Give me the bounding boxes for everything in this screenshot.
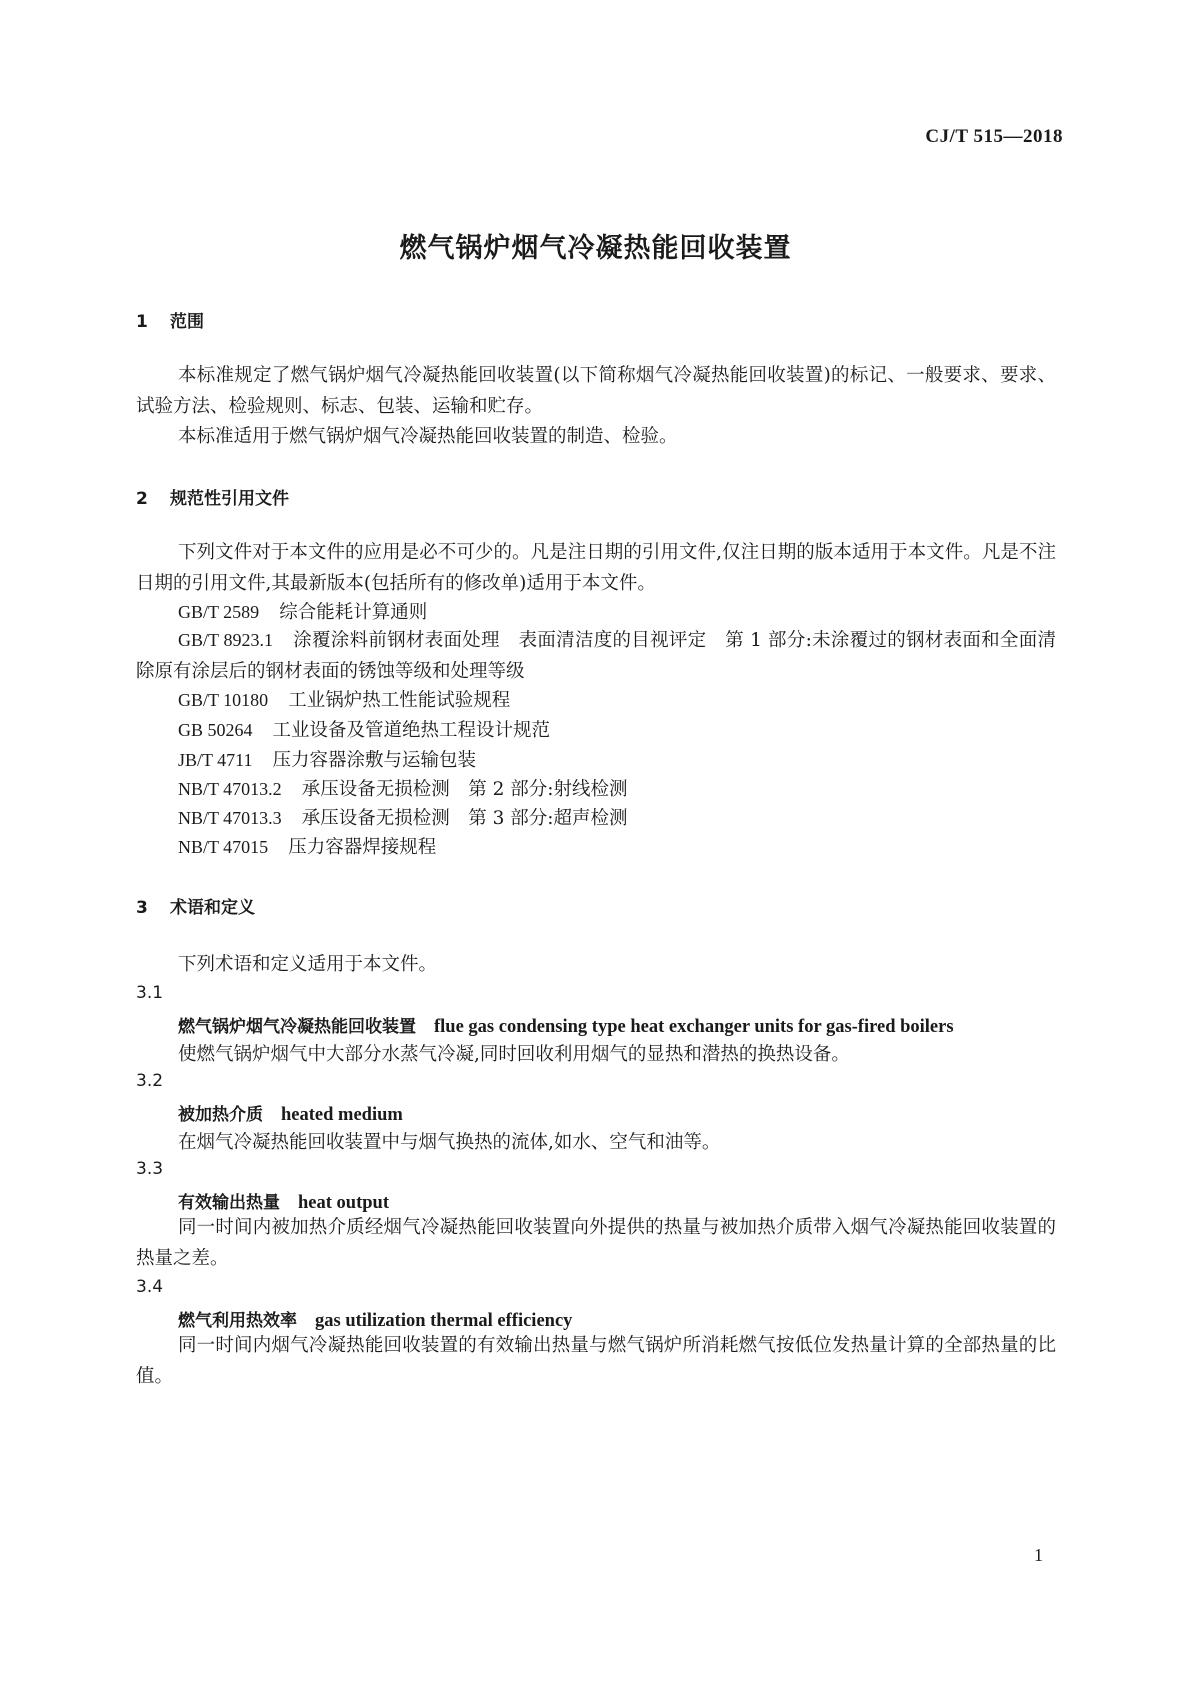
document-title: 燃气锅炉烟气冷凝热能回收装置 [399,233,792,264]
term-definition: 同一时间内烟气冷凝热能回收装置的有效输出热量与燃气锅炉所消耗燃气按低位发热量计算的全部热量的比值。 [136,1335,1056,1387]
page-number: 1 [1034,1545,1043,1565]
term-number: 3.1 [136,983,164,1003]
reference-title: 工业设备及管道绝热工程设计规范 [272,720,551,741]
section-3-heading [136,893,255,918]
section-1-paragraph-2: 本标准适用于燃气锅炉烟气冷凝热能回收装置的制造、检验。 [178,426,678,447]
standard-code: CJ/T 515—2018 [925,126,1063,147]
reference-code: NB/T 47013.3 [178,808,282,828]
term-number: 3.4 [136,1277,164,1297]
term-heading [178,1188,389,1214]
reference-code: GB/T 8923.1 [178,630,273,650]
reference-item [178,833,436,859]
reference-title: 综合能耗计算通则 [279,602,428,623]
reference-code: NB/T 47015 [178,837,269,857]
term-definition: 使燃气锅炉烟气中大部分水蒸气冷凝,同时回收利用烟气的显热和潜热的换热设备。 [178,1044,850,1065]
term-heading [178,1306,572,1332]
section-1-heading [136,307,204,332]
reference-title: 压力容器焊接规程 [288,837,437,858]
section-title: 术语和定义 [170,898,255,918]
reference-code: JB/T 4711 [178,750,253,770]
reference-item [178,716,550,742]
section-title: 范围 [170,312,204,332]
term-heading [178,1012,954,1038]
term-name-zh: 有效输出热量 [178,1193,280,1213]
section-number: 3 [136,898,148,918]
reference-title: 承压设备无损检测 第 2 部分:射线检测 [301,779,628,800]
section-number: 1 [136,312,148,332]
reference-code: GB/T 10180 [178,690,269,710]
section-1-paragraph-1: 本标准规定了燃气锅炉烟气冷凝热能回收装置(以下简称烟气冷凝热能回收装置)的标记、一般要求、要求、试验方法、检验规则、标志、包装、运输和贮存。 [136,365,1056,417]
reference-item [178,804,627,830]
reference-code: NB/T 47013.2 [178,779,282,799]
reference-title: 压力容器涂敷与运输包装 [272,750,477,771]
term-definition: 同一时间内被加热介质经烟气冷凝热能回收装置向外提供的热量与被加热介质带入烟气冷凝热能回收装置的热量之差。 [136,1217,1056,1269]
term-definition: 在烟气冷凝热能回收装置中与烟气换热的流体,如水、空气和油等。 [178,1132,721,1153]
term-number: 3.3 [136,1159,164,1179]
term-name-en: heat output [298,1193,389,1213]
term-name-en: flue gas condensing type heat exchanger units for gas-fired boilers [434,1017,954,1037]
reference-item [178,746,476,772]
reference-item [178,775,627,801]
reference-item [178,598,427,624]
reference-title: 工业锅炉热工性能试验规程 [288,690,511,711]
reference-title: 承压设备无损检测 第 3 部分:超声检测 [301,808,628,829]
term-name-zh: 燃气利用热效率 [178,1311,297,1331]
section-number: 2 [136,489,148,509]
reference-title: 涂覆涂料前钢材表面处理 表面清洁度的目视评定 第 1 部分:未涂覆过的钢材表面和全面清除原有涂层后的钢材表面的锈蚀等级和处理等级 [136,630,1056,682]
term-name-en: gas utilization thermal efficiency [315,1311,573,1331]
section-3-intro: 下列术语和定义适用于本文件。 [178,954,438,975]
term-heading [178,1100,403,1126]
reference-item [136,625,1056,687]
term-name-en: heated medium [281,1105,403,1125]
term-name-zh: 被加热介质 [178,1105,263,1125]
term-number: 3.2 [136,1071,164,1091]
term-name-zh: 燃气锅炉烟气冷凝热能回收装置 [178,1017,416,1037]
reference-item [178,686,510,712]
reference-code: GB 50264 [178,720,253,740]
section-title: 规范性引用文件 [170,489,289,509]
reference-code: GB/T 2589 [178,602,260,622]
section-2-intro: 下列文件对于本文件的应用是必不可少的。凡是注日期的引用文件,仅注日期的版本适用于本文件。凡是不注日期的引用文件,其最新版本(包括所有的修改单)适用于本文件。 [136,542,1056,594]
section-2-heading [136,484,289,509]
